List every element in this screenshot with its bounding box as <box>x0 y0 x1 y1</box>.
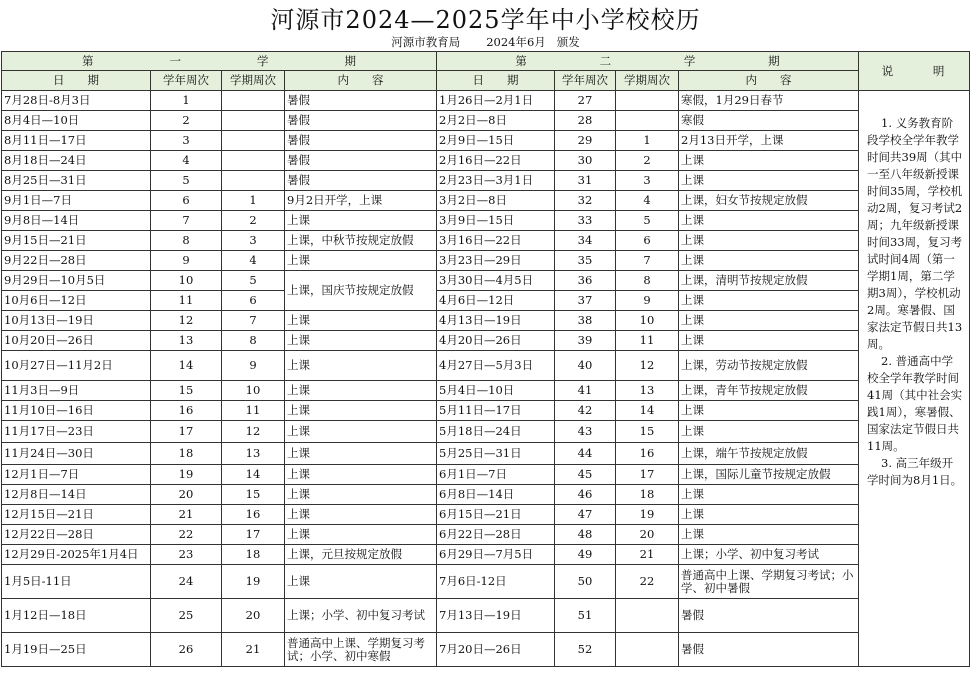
term2-term-week-cell: 19 <box>616 505 679 525</box>
term2-content-cell: 上课，清明节按规定放假 <box>679 271 859 291</box>
term1-term-week-cell: 20 <box>222 599 285 633</box>
term1-year-week-cell: 5 <box>151 171 222 191</box>
table-row <box>2 443 970 465</box>
term1-term-week-cell: 15 <box>222 485 285 505</box>
term1-year-week-cell: 3 <box>151 131 222 151</box>
col-year-week-1: 学年周次 <box>151 71 222 91</box>
term1-date-cell: 9月22日—28日 <box>2 251 151 271</box>
term1-year-week-cell: 20 <box>151 485 222 505</box>
term2-date-cell: 3月2日—8日 <box>437 191 555 211</box>
term1-date-cell: 9月1日—7日 <box>2 191 151 211</box>
term1-date-cell: 12月8日—14日 <box>2 485 151 505</box>
term2-year-week-cell: 52 <box>555 633 616 667</box>
term1-date-cell: 11月24日—30日 <box>2 443 151 465</box>
term2-year-week-cell: 33 <box>555 211 616 231</box>
term2-content-cell: 上课 <box>679 331 859 351</box>
term1-year-week-cell: 24 <box>151 565 222 599</box>
term1-content-cell: 上课 <box>285 331 437 351</box>
table-row <box>2 565 970 599</box>
term1-content-cell: 上课 <box>285 211 437 231</box>
term2-year-week-cell: 32 <box>555 191 616 211</box>
term2-year-week-cell: 48 <box>555 525 616 545</box>
term2-year-week-cell: 51 <box>555 599 616 633</box>
term1-term-week-cell <box>222 111 285 131</box>
term1-content-cell: 上课 <box>285 381 437 401</box>
term2-date-cell: 4月6日—12日 <box>437 291 555 311</box>
table-row <box>2 485 970 505</box>
term1-term-week-cell: 3 <box>222 231 285 251</box>
term1-date-cell: 12月15日—21日 <box>2 505 151 525</box>
term1-date-cell: 8月25日—31日 <box>2 171 151 191</box>
term2-year-week-cell: 35 <box>555 251 616 271</box>
term2-year-week-cell: 29 <box>555 131 616 151</box>
table-row <box>2 505 970 525</box>
term2-term-week-cell: 17 <box>616 465 679 485</box>
col-term-week-1: 学期周次 <box>222 71 285 91</box>
term2-term-week-cell: 2 <box>616 151 679 171</box>
term2-term-week-cell: 9 <box>616 291 679 311</box>
term2-date-cell: 1月26日—2月1日 <box>437 91 555 111</box>
term2-year-week-cell: 36 <box>555 271 616 291</box>
term1-year-week-cell: 18 <box>151 443 222 465</box>
term1-term-week-cell: 10 <box>222 381 285 401</box>
term2-content-cell: 上课 <box>679 231 859 251</box>
issuer: 河源市教育局 <box>391 35 461 49</box>
term2-date-cell: 7月13日—19日 <box>437 599 555 633</box>
term2-date-cell: 6月8日—14日 <box>437 485 555 505</box>
table-row <box>2 151 970 171</box>
term1-date-cell: 11月17日—23日 <box>2 421 151 443</box>
table-row <box>2 465 970 485</box>
term1-term-week-cell: 7 <box>222 311 285 331</box>
term2-date-cell: 3月9日—15日 <box>437 211 555 231</box>
term2-term-week-cell: 1 <box>616 131 679 151</box>
term1-date-cell: 1月5日-11日 <box>2 565 151 599</box>
term2-year-week-cell: 43 <box>555 421 616 443</box>
term2-date-cell: 4月20日—26日 <box>437 331 555 351</box>
term2-year-week-cell: 39 <box>555 331 616 351</box>
term1-term-week-cell: 13 <box>222 443 285 465</box>
term1-content-cell: 上课 <box>285 525 437 545</box>
term2-content-cell: 上课 <box>679 505 859 525</box>
table-row <box>2 401 970 421</box>
term2-term-week-cell <box>616 111 679 131</box>
term2-year-week-cell: 30 <box>555 151 616 171</box>
term2-content-cell: 上课 <box>679 291 859 311</box>
term1-term-week-cell <box>222 91 285 111</box>
term2-term-week-cell: 8 <box>616 271 679 291</box>
term1-date-cell: 12月22日—28日 <box>2 525 151 545</box>
col-date-2: 日 期 <box>437 71 555 91</box>
term1-content-cell: 上课，国庆节按规定放假 <box>285 271 437 311</box>
table-row <box>2 381 970 401</box>
term1-term-week-cell <box>222 171 285 191</box>
term1-term-week-cell: 9 <box>222 351 285 381</box>
term2-year-week-cell: 49 <box>555 545 616 565</box>
term1-date-cell: 9月29日—10月5日 <box>2 271 151 291</box>
term1-content-cell: 暑假 <box>285 91 437 111</box>
term2-year-week-cell: 27 <box>555 91 616 111</box>
term1-year-week-cell: 4 <box>151 151 222 171</box>
term2-content-cell: 上课 <box>679 311 859 331</box>
table-row <box>2 91 970 111</box>
notes-header: 说 明 <box>859 52 970 91</box>
term1-content-cell: 上课 <box>285 311 437 331</box>
term2-term-week-cell: 18 <box>616 485 679 505</box>
term1-term-week-cell: 1 <box>222 191 285 211</box>
col-content-2: 内 容 <box>679 71 859 91</box>
table-row <box>2 525 970 545</box>
term2-content-cell: 上课，妇女节按规定放假 <box>679 191 859 211</box>
term1-content-cell: 上课 <box>285 443 437 465</box>
term1-date-cell: 11月10日—16日 <box>2 401 151 421</box>
term1-date-cell: 8月11日—17日 <box>2 131 151 151</box>
term2-date-cell: 5月4日—10日 <box>437 381 555 401</box>
term1-date-cell: 7月28日-8月3日 <box>2 91 151 111</box>
table-row <box>2 251 970 271</box>
term2-date-cell: 2月9日—15日 <box>437 131 555 151</box>
term1-content-cell: 上课 <box>285 465 437 485</box>
term1-year-week-cell: 14 <box>151 351 222 381</box>
term2-term-week-cell <box>616 633 679 667</box>
term2-content-cell: 上课，劳动节按规定放假 <box>679 351 859 381</box>
table-row <box>2 211 970 231</box>
term1-content-cell: 上课 <box>285 351 437 381</box>
term1-date-cell: 9月8日—14日 <box>2 211 151 231</box>
issue-date: 2024年6月 颁发 <box>486 35 580 49</box>
term1-date-cell: 8月18日—24日 <box>2 151 151 171</box>
term1-term-week-cell: 14 <box>222 465 285 485</box>
term2-term-week-cell: 6 <box>616 231 679 251</box>
term1-date-cell: 10月6日—12日 <box>2 291 151 311</box>
term2-date-cell: 6月29日—7月5日 <box>437 545 555 565</box>
term2-date-cell: 6月1日—7日 <box>437 465 555 485</box>
table-row <box>2 171 970 191</box>
term2-content-cell: 上课，端午节按规定放假 <box>679 443 859 465</box>
term1-content-cell: 上课 <box>285 485 437 505</box>
term2-term-week-cell: 20 <box>616 525 679 545</box>
term1-date-cell: 12月1日—7日 <box>2 465 151 485</box>
term2-date-cell: 4月27日—5月3日 <box>437 351 555 381</box>
term1-content-cell: 上课 <box>285 505 437 525</box>
term2-date-cell: 2月2日—8日 <box>437 111 555 131</box>
term2-term-week-cell: 14 <box>616 401 679 421</box>
term2-term-week-cell: 13 <box>616 381 679 401</box>
term2-date-cell: 3月23日—29日 <box>437 251 555 271</box>
term1-year-week-cell: 10 <box>151 271 222 291</box>
note-paragraph: 1. 义务教育阶段学校全学年教学时间共39周（其中一至八年级新授课时间35周，学校机动2周，复习考试2周；九年级新授课时间33周，复习考试时间4周（第一学期1周，第二学期3周），学校机动2周。寒暑假、国家法定节假日共13周。 <box>867 116 963 351</box>
term1-term-week-cell: 8 <box>222 331 285 351</box>
term2-year-week-cell: 38 <box>555 311 616 331</box>
col-term-week-2: 学期周次 <box>616 71 679 91</box>
term2-year-week-cell: 31 <box>555 171 616 191</box>
term2-content-cell: 上课 <box>679 211 859 231</box>
term2-date-cell: 7月20日—26日 <box>437 633 555 667</box>
term2-header: 第 二 学 期 <box>437 52 859 71</box>
note-paragraph: 2. 普通高中学校全学年教学时间41周（其中社会实践1周），寒暑假、国家法定节假日共11周。 <box>867 354 963 453</box>
term1-content-cell: 上课 <box>285 421 437 443</box>
term2-content-cell: 上课 <box>679 171 859 191</box>
term1-year-week-cell: 26 <box>151 633 222 667</box>
term1-year-week-cell: 16 <box>151 401 222 421</box>
term1-year-week-cell: 9 <box>151 251 222 271</box>
term2-term-week-cell: 16 <box>616 443 679 465</box>
table-row <box>2 545 970 565</box>
table-row <box>2 231 970 251</box>
term2-content-cell: 上课，青年节按规定放假 <box>679 381 859 401</box>
term1-year-week-cell: 17 <box>151 421 222 443</box>
term2-year-week-cell: 46 <box>555 485 616 505</box>
term1-year-week-cell: 7 <box>151 211 222 231</box>
term1-year-week-cell: 8 <box>151 231 222 251</box>
term2-term-week-cell: 10 <box>616 311 679 331</box>
term2-date-cell: 5月11日—17日 <box>437 401 555 421</box>
term1-year-week-cell: 11 <box>151 291 222 311</box>
table-row <box>2 311 970 331</box>
table-row <box>2 131 970 151</box>
term1-date-cell: 9月15日—21日 <box>2 231 151 251</box>
term1-content-cell: 上课，中秋节按规定放假 <box>285 231 437 251</box>
term2-year-week-cell: 34 <box>555 231 616 251</box>
issuer-line <box>0 34 971 50</box>
term2-term-week-cell <box>616 599 679 633</box>
term2-year-week-cell: 45 <box>555 465 616 485</box>
term2-date-cell: 5月25日—31日 <box>437 443 555 465</box>
term2-term-week-cell <box>616 91 679 111</box>
term2-date-cell: 3月30日—4月5日 <box>437 271 555 291</box>
term1-content-cell: 暑假 <box>285 171 437 191</box>
term2-year-week-cell: 50 <box>555 565 616 599</box>
term2-content-cell: 上课 <box>679 485 859 505</box>
term2-term-week-cell: 3 <box>616 171 679 191</box>
term2-year-week-cell: 41 <box>555 381 616 401</box>
term2-term-week-cell: 21 <box>616 545 679 565</box>
table-row <box>2 421 970 443</box>
term1-year-week-cell: 12 <box>151 311 222 331</box>
term2-year-week-cell: 37 <box>555 291 616 311</box>
term2-year-week-cell: 44 <box>555 443 616 465</box>
term2-content-cell: 上课 <box>679 401 859 421</box>
term2-date-cell: 2月16日—22日 <box>437 151 555 171</box>
term2-term-week-cell: 11 <box>616 331 679 351</box>
term1-term-week-cell: 17 <box>222 525 285 545</box>
term2-term-week-cell: 5 <box>616 211 679 231</box>
col-date-1: 日 期 <box>2 71 151 91</box>
term2-year-week-cell: 42 <box>555 401 616 421</box>
term1-term-week-cell: 19 <box>222 565 285 599</box>
table-row <box>2 351 970 381</box>
term2-term-week-cell: 15 <box>616 421 679 443</box>
term1-year-week-cell: 21 <box>151 505 222 525</box>
term1-year-week-cell: 22 <box>151 525 222 545</box>
term2-content-cell: 2月13日开学，上课 <box>679 131 859 151</box>
term1-date-cell: 10月13日—19日 <box>2 311 151 331</box>
term1-content-cell: 暑假 <box>285 151 437 171</box>
term2-date-cell: 3月16日—22日 <box>437 231 555 251</box>
column-header-row <box>2 71 970 91</box>
term2-date-cell: 5月18日—24日 <box>437 421 555 443</box>
term2-content-cell: 上课，国际儿童节按规定放假 <box>679 465 859 485</box>
term1-content-cell: 暑假 <box>285 111 437 131</box>
term1-term-week-cell: 16 <box>222 505 285 525</box>
term2-date-cell: 6月22日—28日 <box>437 525 555 545</box>
term1-date-cell: 10月20日—26日 <box>2 331 151 351</box>
term1-content-cell: 上课 <box>285 251 437 271</box>
term1-term-week-cell: 11 <box>222 401 285 421</box>
term2-date-cell: 2月23日—3月1日 <box>437 171 555 191</box>
term2-content-cell: 普通高中上课、学期复习考试；小学、初中暑假 <box>679 565 859 599</box>
term1-date-cell: 10月27日—11月2日 <box>2 351 151 381</box>
term1-year-week-cell: 25 <box>151 599 222 633</box>
term1-term-week-cell: 5 <box>222 271 285 291</box>
term1-year-week-cell: 15 <box>151 381 222 401</box>
term2-content-cell: 寒假，1月29日春节 <box>679 91 859 111</box>
term2-content-cell: 寒假 <box>679 111 859 131</box>
term1-header: 第 一 学 期 <box>2 52 437 71</box>
term-header-row <box>2 52 970 71</box>
term1-term-week-cell: 21 <box>222 633 285 667</box>
term1-term-week-cell <box>222 131 285 151</box>
term2-term-week-cell: 7 <box>616 251 679 271</box>
term1-year-week-cell: 1 <box>151 91 222 111</box>
term1-term-week-cell: 2 <box>222 211 285 231</box>
term1-term-week-cell: 6 <box>222 291 285 311</box>
term1-content-cell: 暑假 <box>285 131 437 151</box>
term2-year-week-cell: 28 <box>555 111 616 131</box>
table-row <box>2 633 970 667</box>
term1-date-cell: 1月12日—18日 <box>2 599 151 633</box>
table-row <box>2 331 970 351</box>
term1-year-week-cell: 19 <box>151 465 222 485</box>
term1-year-week-cell: 23 <box>151 545 222 565</box>
term1-date-cell: 8月4日—10日 <box>2 111 151 131</box>
table-row <box>2 271 970 291</box>
term2-term-week-cell: 4 <box>616 191 679 211</box>
term2-content-cell: 上课 <box>679 151 859 171</box>
term2-date-cell: 6月15日—21日 <box>437 505 555 525</box>
table-row <box>2 111 970 131</box>
term1-year-week-cell: 13 <box>151 331 222 351</box>
note-paragraph: 3. 高三年级开学时间为8月1日。 <box>867 456 963 487</box>
term1-term-week-cell: 18 <box>222 545 285 565</box>
term2-date-cell: 4月13日—19日 <box>437 311 555 331</box>
term1-content-cell: 9月2日开学，上课 <box>285 191 437 211</box>
term1-date-cell: 12月29日-2025年1月4日 <box>2 545 151 565</box>
term2-content-cell: 上课；小学、初中复习考试 <box>679 545 859 565</box>
term2-year-week-cell: 40 <box>555 351 616 381</box>
calendar-table <box>1 51 970 667</box>
term2-content-cell: 上课 <box>679 251 859 271</box>
term1-content-cell: 上课 <box>285 565 437 599</box>
table-row <box>2 191 970 211</box>
term1-term-week-cell: 4 <box>222 251 285 271</box>
term1-term-week-cell: 12 <box>222 421 285 443</box>
term1-content-cell: 上课；小学、初中复习考试 <box>285 599 437 633</box>
term1-date-cell: 11月3日—9日 <box>2 381 151 401</box>
col-content-1: 内 容 <box>285 71 437 91</box>
col-year-week-2: 学年周次 <box>555 71 616 91</box>
term2-year-week-cell: 47 <box>555 505 616 525</box>
term2-term-week-cell: 22 <box>616 565 679 599</box>
term2-term-week-cell: 12 <box>616 351 679 381</box>
term2-content-cell: 暑假 <box>679 633 859 667</box>
term2-content-cell: 上课 <box>679 525 859 545</box>
notes-body <box>859 91 970 667</box>
term1-content-cell: 上课 <box>285 401 437 421</box>
term1-date-cell: 1月19日—25日 <box>2 633 151 667</box>
term1-content-cell: 上课，元旦按规定放假 <box>285 545 437 565</box>
term1-term-week-cell <box>222 151 285 171</box>
page-title: 河源市2024—2025学年中小学校校历 <box>270 5 701 34</box>
table-row <box>2 599 970 633</box>
term2-content-cell: 暑假 <box>679 599 859 633</box>
term1-content-cell: 普通高中上课、学期复习考试；小学、初中寒假 <box>285 633 437 667</box>
table-row <box>2 291 970 311</box>
term1-year-week-cell: 2 <box>151 111 222 131</box>
term2-date-cell: 7月6日-12日 <box>437 565 555 599</box>
term1-year-week-cell: 6 <box>151 191 222 211</box>
term2-content-cell: 上课 <box>679 421 859 443</box>
